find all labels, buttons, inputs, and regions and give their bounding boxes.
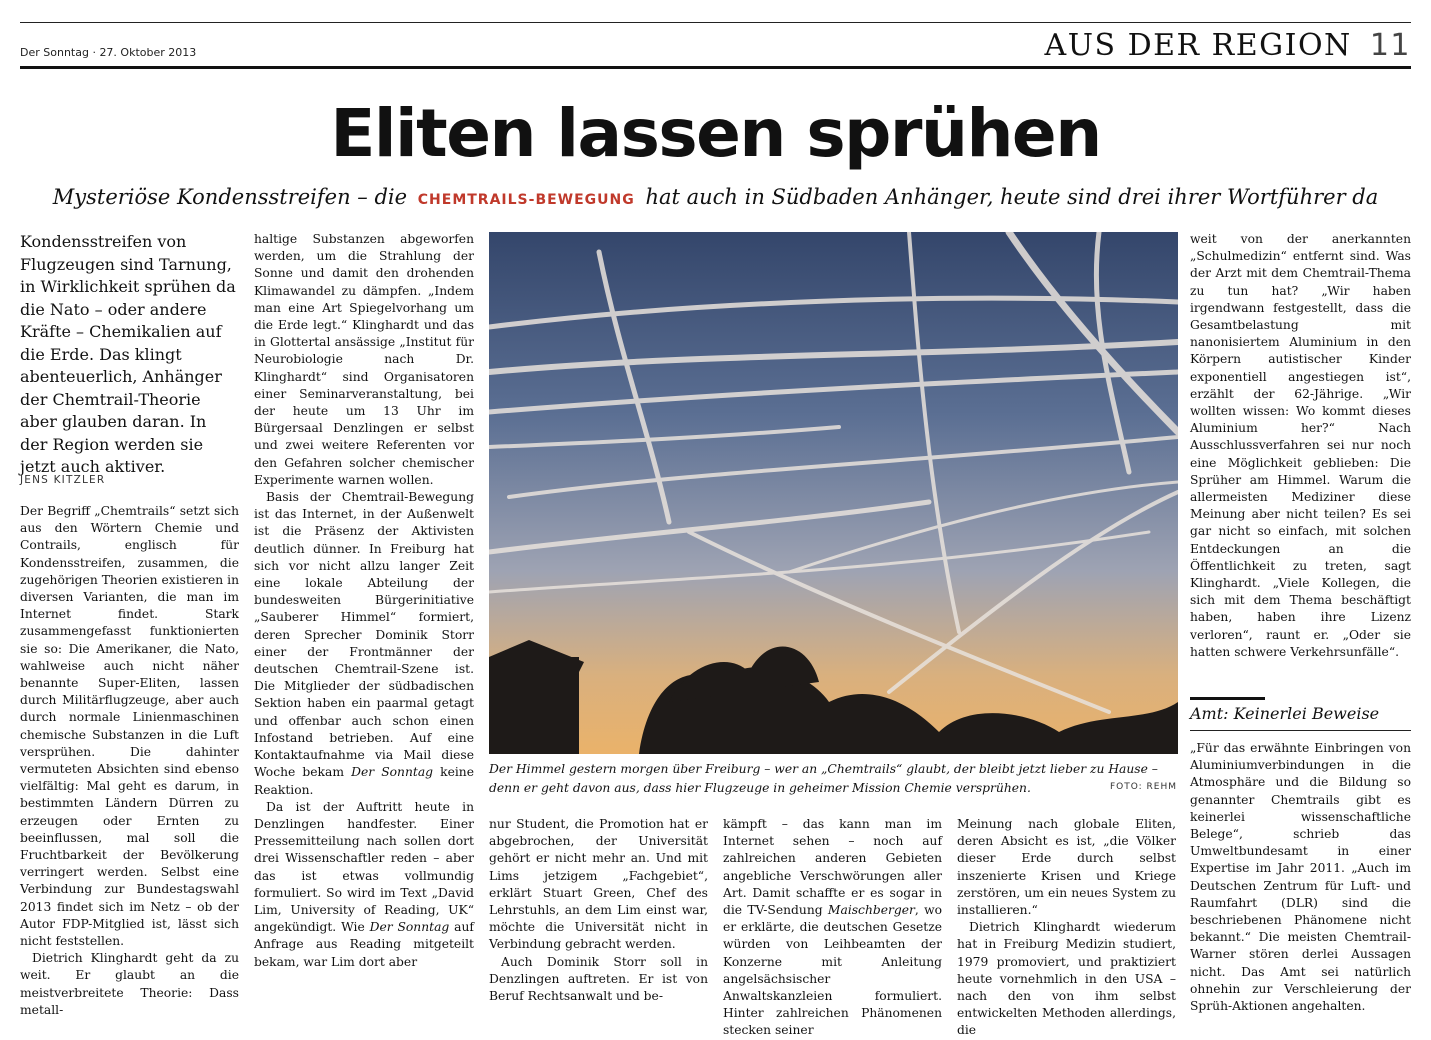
column-2 bbox=[254, 231, 474, 971]
column-4 bbox=[723, 816, 942, 1040]
column-5 bbox=[957, 816, 1176, 1040]
column-3 bbox=[489, 816, 708, 1005]
paragraph: Dietrich Klinghardt geht da zu weit. Er glaubt an die meistverbreitete Theorie: Dass metall- bbox=[20, 951, 239, 1017]
section-header bbox=[1045, 28, 1411, 63]
paragraph: kämpft – das kann man im Internet sehen – noch auf zahlreichen anderen Gebieten angebliche Verschwörungen aller Art. Damit schaffte er es sogar in die TV-Sendung Maischberger, wo er erklärte, die deutschen Gesetze würden von Leihbeamten der Konzerne mit Anleitung angelsächsischer Anwaltskanzleien formuliert. Hinter zahlreichen Phänomenen stecken seiner bbox=[723, 817, 942, 1038]
paragraph: weit von der anerkannten „Schulmedizin“ entfernt sind. Was der Arzt mit dem Chemtrail-Thema zu tun hat? „Wir haben irgendwann festgestellt, dass die Gesamtbelastung mit nanonisiertem Aluminium in den Körpern autistischer Kinder exponentiell angestiegen ist“, erzählt der 62-Jährige. „Wir wollten wissen: Wo kommt dieses Aluminium her?“ Nach Ausschlussverfahren sei nur noch eine Möglichkeit geblieben: Die Sprüher am Himmel. Warum die allermeisten Mediziner diese Meinung aber nicht teilen? Es sei gar nicht so einfach, mit solchen Entdeckungen an die Öffentlichkeit zu treten, sagt Klinghardt. „Viele Kollegen, die sich mit dem Thema beschäftigt haben, haben ihre Lizenz verloren“, raunt er. „Oder sie hatten schwere Verkehrsunfälle“. bbox=[1190, 232, 1411, 659]
subheading: Amt: Keinerlei Beweise bbox=[1190, 704, 1380, 723]
photo-caption: Der Himmel gestern morgen über Freiburg – wer an „Chemtrails“ glaubt, der bleibt jetzt lieber zu Hause – denn er geht davon aus, dass hier Flugzeuge in geheimer Mission Chemie versprühen. bbox=[489, 762, 1158, 795]
subheading-rule bbox=[1190, 697, 1265, 700]
dateline: Der Sonntag · 27. Oktober 2013 bbox=[20, 46, 197, 59]
top-rule bbox=[20, 22, 1411, 23]
paragraph: nur Student, die Promotion hat er abgebrochen, der Universität gehört er nicht mehr an. Und mit Lims jetzigem „Fachgebiet“, erklärt Stuart Green, Chef des Lehrstuhls, an dem Lim einst war, möchte die Universität nicht in Verbindung gebracht werden. bbox=[489, 817, 708, 952]
column-6b bbox=[1190, 740, 1411, 1015]
paragraph: Der Begriff „Chemtrails“ setzt sich aus den Wörtern Chemie und Contrails, englisch für Kondensstreifen, zusammen, die zugehörigen Theorien existieren in diversen Varianten, die man im Internet findet. Stark zusammengefasst funktionierten sie so: Die Amerikaner, die Nato, wahlweise auch nicht näher benannte Super-Eliten, lassen durch Militärflugzeuge, aber auch durch normale Linienmaschinen chemische Substanzen in die Luft versprühen. Die dahinter vermuteten Absichten sind ebenso vielfältig: Mal geht es darum, in bestimmten Ländern Dürren zu erzeugen oder Ernten zu beeinflussen, mal soll die Fruchtbarkeit der Bevölkerung verringert werden. Selbst eine Verbindung zur Bundestagswahl 2013 findet sich im Netz – ob der Autor FDP-Mitglied ist, lässt sich nicht feststellen. bbox=[20, 504, 239, 949]
photo-credit: FOTO: REHM bbox=[1109, 782, 1177, 792]
publication-name: Der Sonntag bbox=[351, 765, 434, 780]
paragraph: Dietrich Klinghardt wiederum hat in Freiburg Medizin studiert, 1979 promoviert, und praktiziert heute vornehmlich in den USA – nach den von ihm selbst entwickelten Methoden allerdings, die bbox=[957, 920, 1176, 1038]
sky-with-contrails-photo bbox=[489, 232, 1178, 754]
header-rule bbox=[20, 66, 1411, 69]
paragraph: Meinung nach globale Eliten, deren Absicht es ist, „die Völker dieser Erde durch selbst inszenierte Krisen und Kriege zerstören, um ein neues System zu installieren.“ bbox=[957, 817, 1176, 918]
author-byline: JENS KITZLER bbox=[20, 474, 106, 486]
subhead-keyword: CHEMTRAILS-BEWEGUNG bbox=[417, 192, 635, 208]
paragraph: Basis der Chemtrail-Bewegung ist das Internet, in der Außenwelt ist die Präsenz der Aktivisten deutlich dünner. In Freiburg hat sich vor nicht allzu langer Zeit eine lokale Abteilung der bundesweiten Bürgerinitiative „Sauberer Himmel“ formiert, deren Sprecher Dominik Storr einer der Frontmänner der deutschen Chemtrail-Szene ist. Die Mitglieder der südbadischen Sektion haben ein paarmal getagt und offenbar auch schon einen Infostand betrieben. Auf eine Kontaktaufnahme via Mail diese Woche bekam Der Sonntag keine Reaktion. bbox=[254, 490, 474, 797]
tv-show-name: Maischberger bbox=[827, 903, 915, 918]
subheadline bbox=[0, 183, 1431, 214]
subhead-post: hat auch in Südbaden Anhänger, heute sind drei ihrer Wortführer da bbox=[645, 185, 1379, 209]
column-1 bbox=[20, 503, 239, 1019]
paragraph: Da ist der Auftritt heute in Denzlingen handfester. Einer Pressemitteilung nach sollen dort drei Wissenschaftler reden – aber das ist etwas vollmundig formuliert. So wird im Text „David Lim, University of Reading, UK“ angekündigt. Wie Der Sonntag auf Anfrage aus Reading mitgeteilt bekam, war Lim dort aber bbox=[254, 799, 474, 969]
column-6 bbox=[1190, 231, 1411, 661]
publication-name: Der Sonntag bbox=[369, 920, 450, 935]
photo-illustration bbox=[489, 232, 1178, 754]
headline: Eliten lassen sprühen bbox=[330, 95, 1101, 172]
section-title: AUS DER REGION bbox=[1044, 28, 1352, 63]
subhead-pre: Mysteriöse Kondensstreifen – die bbox=[52, 185, 408, 209]
paragraph: „Für das erwähnte Einbringen von Aluminiumverbindungen in die Atmosphäre und die Bildung so genannter Chemtrails gibt es keinerlei wissenschaftliche Belege“, schrieb das Umweltbundesamt in einer Expertise im Jahr 2011. „Auch im Deutschen Zentrum für Luft- und Raumfahrt (DLR) sind die beschriebenen Phänomene nicht bekannt.“ Die meisten Chemtrail-Warner stören derlei Aussagen nicht. Das Amt sei natürlich ohnehin zur Verschleierung der Sprüh-Aktionen angehalten. bbox=[1190, 741, 1411, 1014]
subheading-underline bbox=[1190, 730, 1411, 731]
page-number: 11 bbox=[1369, 28, 1411, 63]
paragraph: haltige Substanzen abgeworfen werden, um die Strahlung der Sonne und damit den drohenden Klimawandel zu dämpfen. „Indem man eine Art Spiegelvorhang um die Erde legt.“ Klinghardt und das in Glottertal ansässige „Institut für Neurobiologie nach Dr. Klinghardt“ sind Organisatoren einer Seminarveranstaltung, bei der heute um 13 Uhr im Bürgersaal Denzlingen er selbst und zwei weitere Referenten vor den Gefahren solcher chemischer Experimente warnen wollen. bbox=[254, 232, 474, 487]
paragraph: Auch Dominik Storr soll in Denzlingen auftreten. Er ist von Beruf Rechtsanwalt und be- bbox=[489, 954, 708, 1004]
lead-paragraph: Kondensstreifen von Flugzeugen sind Tarnung, in Wirklichkeit sprühen da die Nato – oder andere Kräfte – Chemikalien auf die Erde. Das klingt abenteuerlich, Anhänger der Chemtrail-Theorie aber glauben daran. In der Region werden sie jetzt auch aktiver. bbox=[20, 232, 236, 476]
